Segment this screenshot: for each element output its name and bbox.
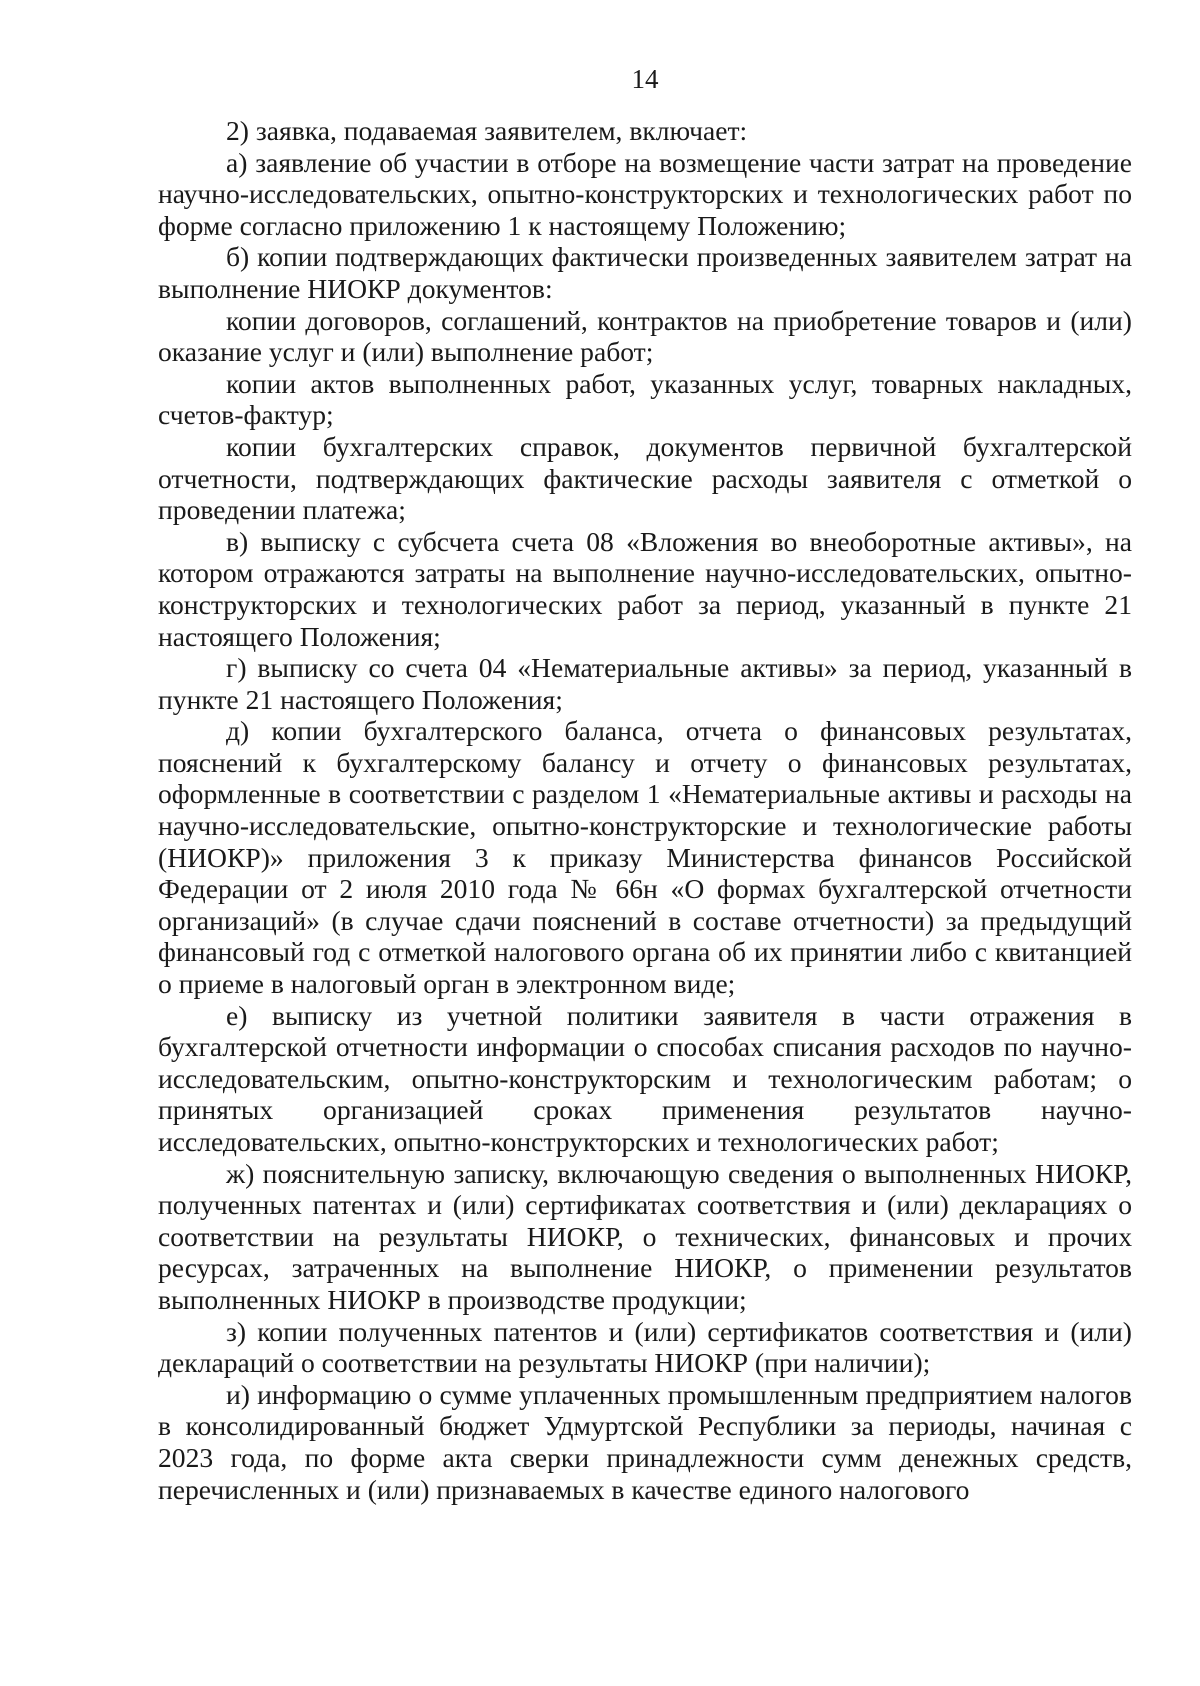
paragraph-subitem-e: е) выписку из учетной политики заявителя в части отражения в бухгалтерской отчетности информации о способах списания расходов по научно-исследовательским, опытно-конструкторским и технологическим работам; о принятых организацией сроках применения результатов научно-исследовательских, опытно-конструкторских и технологических работ;: [158, 999, 1132, 1157]
document-body: [158, 115, 1132, 1505]
paragraph-subitem-g: г) выписку со счета 04 «Нематериальные активы» за период, указанный в пункте 21 настоящего Положения;: [158, 652, 1132, 715]
paragraph-acts-copies: копии актов выполненных работ, указанных услуг, товарных накладных, счетов-фактур;: [158, 367, 1132, 431]
paragraph-subitem-d: д) копии бухгалтерского баланса, отчета о финансовых результатах, пояснений к бухгалтерскому балансу и отчету о финансовых результатах, оформленные в соответствии с разделом 1 «Нематериальные активы и расходы на научно-исследовательские, опытно-конструкторские и технологические работы (НИОКР)» приложения 3 к приказу Министерства финансов Российской Федерации от 2 июля 2010 года № 66н «О формах бухгалтерской отчетности организаций» (в случае сдачи пояснений в составе отчетности) за предыдущий финансовый год с отметкой налогового органа об их принятии либо с квитанцией о приеме в налоговый орган в электронном виде;: [158, 715, 1132, 1000]
paragraph-contracts-copies: копии договоров, соглашений, контрактов на приобретение товаров и (или) оказание услуг и (или) выполнение работ;: [158, 304, 1132, 368]
paragraph-subitem-b: б) копии подтверждающих фактически произведенных заявителем затрат на выполнение НИОКР документов:: [158, 241, 1132, 304]
paragraph-subitem-i: и) информацию о сумме уплаченных промышленным предприятием налогов в консолидированный бюджет Удмуртской Республики за периоды, начиная с 2023 года, по форме акта сверки принадлежности сумм денежных средств, перечисленных и (или) признаваемых в качестве единого налогового: [158, 1378, 1132, 1505]
paragraph-accounting-copies: копии бухгалтерских справок, документов первичной бухгалтерской отчетности, подтверждающих фактические расходы заявителя с отметкой о проведении платежа;: [158, 430, 1132, 526]
paragraph-subitem-z: з) копии полученных патентов и (или) сертификатов соответствия и (или) деклараций о соответствии на результаты НИОКР (при наличии);: [158, 1315, 1132, 1379]
paragraph-subitem-a: а) заявление об участии в отборе на возмещение части затрат на проведение научно-исследовательских, опытно-конструкторских и технологических работ по форме согласно приложению 1 к настоящему Положению;: [158, 146, 1132, 241]
page-number: 14: [631, 64, 659, 94]
paragraph-subitem-zh: ж) пояснительную записку, включающую сведения о выполненных НИОКР, полученных патентах и (или) сертификатах соответствия и (или) декларациях о соответствии на результаты НИОКР, о технических, финансовых и прочих ресурсах, затраченных на выполнение НИОКР, о применении результатов выполненных НИОКР в производстве продукции;: [158, 1157, 1132, 1315]
paragraph-item-2: 2) заявка, подаваемая заявителем, включает:: [226, 115, 748, 146]
paragraph-subitem-v: в) выписку с субсчета счета 08 «Вложения во внеоборотные активы», на котором отражаются затраты на выполнение научно-исследовательских, опытно-конструкторских и технологических работ за период, указанный в пункте 21 настоящего Положения;: [158, 525, 1132, 652]
